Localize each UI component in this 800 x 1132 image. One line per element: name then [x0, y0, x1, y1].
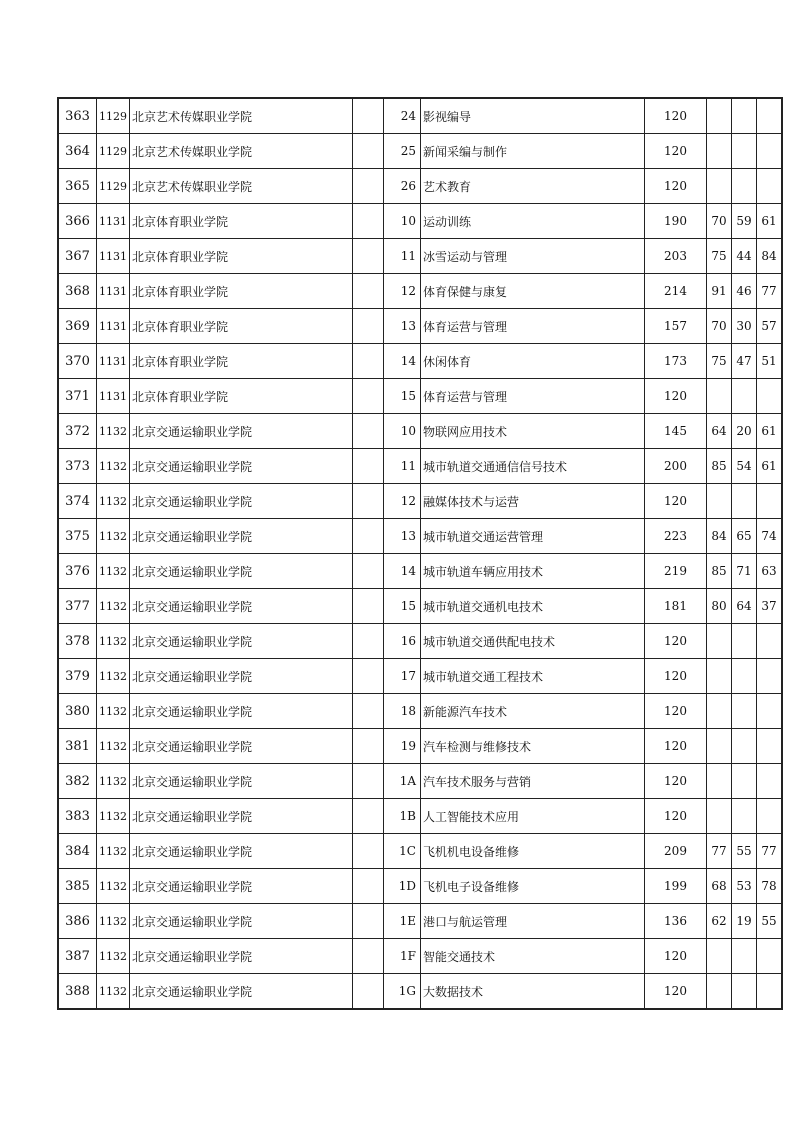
table-row [58, 764, 782, 799]
major-code-cell: 1B [384, 799, 421, 834]
score-3-cell [757, 974, 783, 1010]
score-1-cell: 85 [707, 554, 732, 589]
table-row [58, 449, 782, 484]
major-code-cell: 17 [384, 659, 421, 694]
major-code-cell: 1G [384, 974, 421, 1010]
spacer-cell [353, 169, 384, 204]
spacer-cell [353, 624, 384, 659]
row-number-cell: 366 [58, 204, 97, 239]
row-number-cell: 384 [58, 834, 97, 869]
school-name-cell: 北京艺术传媒职业学院 [130, 134, 353, 169]
school-code-cell: 1132 [97, 659, 130, 694]
score-3-cell: 77 [757, 834, 783, 869]
total-score-cell: 173 [645, 344, 707, 379]
school-name-cell: 北京交通运输职业学院 [130, 904, 353, 939]
major-name-cell: 新能源汽车技术 [421, 694, 645, 729]
school-code-cell: 1132 [97, 449, 130, 484]
table-row [58, 869, 782, 904]
row-number-cell: 373 [58, 449, 97, 484]
major-code-cell: 1C [384, 834, 421, 869]
total-score-cell: 219 [645, 554, 707, 589]
table-row [58, 939, 782, 974]
score-1-cell [707, 694, 732, 729]
row-number-cell: 376 [58, 554, 97, 589]
score-3-cell [757, 98, 783, 134]
table-row [58, 904, 782, 939]
major-code-cell: 13 [384, 309, 421, 344]
score-2-cell: 55 [732, 834, 757, 869]
score-2-cell [732, 134, 757, 169]
score-3-cell: 84 [757, 239, 783, 274]
school-code-cell: 1132 [97, 484, 130, 519]
row-number-cell: 380 [58, 694, 97, 729]
score-3-cell: 61 [757, 449, 783, 484]
total-score-cell: 157 [645, 309, 707, 344]
score-1-cell: 64 [707, 414, 732, 449]
score-2-cell: 71 [732, 554, 757, 589]
major-name-cell: 体育保健与康复 [421, 274, 645, 309]
score-1-cell [707, 974, 732, 1010]
school-code-cell: 1131 [97, 379, 130, 414]
school-name-cell: 北京体育职业学院 [130, 239, 353, 274]
table-row [58, 204, 782, 239]
spacer-cell [353, 589, 384, 624]
table-row [58, 834, 782, 869]
major-name-cell: 冰雪运动与管理 [421, 239, 645, 274]
major-code-cell: 14 [384, 344, 421, 379]
row-number-cell: 375 [58, 519, 97, 554]
school-name-cell: 北京交通运输职业学院 [130, 764, 353, 799]
total-score-cell: 120 [645, 379, 707, 414]
school-code-cell: 1131 [97, 309, 130, 344]
total-score-cell: 199 [645, 869, 707, 904]
score-1-cell: 85 [707, 449, 732, 484]
score-1-cell [707, 764, 732, 799]
major-code-cell: 1F [384, 939, 421, 974]
score-3-cell [757, 134, 783, 169]
score-1-cell: 80 [707, 589, 732, 624]
school-name-cell: 北京交通运输职业学院 [130, 869, 353, 904]
score-2-cell [732, 169, 757, 204]
score-2-cell: 20 [732, 414, 757, 449]
total-score-cell: 120 [645, 98, 707, 134]
table-row [58, 729, 782, 764]
total-score-cell: 203 [645, 239, 707, 274]
spacer-cell [353, 484, 384, 519]
row-number-cell: 374 [58, 484, 97, 519]
total-score-cell: 120 [645, 939, 707, 974]
major-name-cell: 城市轨道交通工程技术 [421, 659, 645, 694]
school-code-cell: 1132 [97, 904, 130, 939]
score-2-cell [732, 484, 757, 519]
major-name-cell: 体育运营与管理 [421, 379, 645, 414]
row-number-cell: 385 [58, 869, 97, 904]
major-code-cell: 1D [384, 869, 421, 904]
total-score-cell: 136 [645, 904, 707, 939]
major-name-cell: 汽车检测与维修技术 [421, 729, 645, 764]
spacer-cell [353, 869, 384, 904]
row-number-cell: 369 [58, 309, 97, 344]
spacer-cell [353, 449, 384, 484]
total-score-cell: 120 [645, 799, 707, 834]
total-score-cell: 190 [645, 204, 707, 239]
spacer-cell [353, 974, 384, 1010]
school-name-cell: 北京交通运输职业学院 [130, 484, 353, 519]
total-score-cell: 120 [645, 169, 707, 204]
spacer-cell [353, 204, 384, 239]
major-code-cell: 1E [384, 904, 421, 939]
score-2-cell [732, 659, 757, 694]
school-code-cell: 1132 [97, 694, 130, 729]
score-3-cell: 63 [757, 554, 783, 589]
score-1-cell [707, 134, 732, 169]
table-row [58, 134, 782, 169]
row-number-cell: 388 [58, 974, 97, 1010]
score-2-cell: 47 [732, 344, 757, 379]
score-3-cell [757, 624, 783, 659]
spacer-cell [353, 694, 384, 729]
total-score-cell: 120 [645, 624, 707, 659]
score-2-cell [732, 974, 757, 1010]
score-3-cell [757, 659, 783, 694]
major-name-cell: 城市轨道交通供配电技术 [421, 624, 645, 659]
row-number-cell: 367 [58, 239, 97, 274]
major-name-cell: 城市轨道交通运营管理 [421, 519, 645, 554]
school-code-cell: 1132 [97, 799, 130, 834]
total-score-cell: 145 [645, 414, 707, 449]
spacer-cell [353, 239, 384, 274]
score-2-cell [732, 98, 757, 134]
major-code-cell: 19 [384, 729, 421, 764]
score-2-cell [732, 694, 757, 729]
spacer-cell [353, 554, 384, 589]
row-number-cell: 378 [58, 624, 97, 659]
score-3-cell [757, 799, 783, 834]
score-1-cell [707, 939, 732, 974]
score-1-cell [707, 98, 732, 134]
school-name-cell: 北京交通运输职业学院 [130, 974, 353, 1010]
major-code-cell: 10 [384, 414, 421, 449]
school-name-cell: 北京艺术传媒职业学院 [130, 169, 353, 204]
row-number-cell: 365 [58, 169, 97, 204]
major-code-cell: 12 [384, 274, 421, 309]
major-code-cell: 12 [384, 484, 421, 519]
score-1-cell: 75 [707, 239, 732, 274]
school-name-cell: 北京体育职业学院 [130, 379, 353, 414]
table-row [58, 589, 782, 624]
table-body [58, 98, 782, 1009]
score-3-cell [757, 379, 783, 414]
school-code-cell: 1132 [97, 554, 130, 589]
major-name-cell: 港口与航运管理 [421, 904, 645, 939]
score-2-cell: 44 [732, 239, 757, 274]
spacer-cell [353, 904, 384, 939]
score-1-cell: 70 [707, 204, 732, 239]
score-3-cell [757, 729, 783, 764]
score-3-cell: 78 [757, 869, 783, 904]
score-3-cell: 61 [757, 204, 783, 239]
score-1-cell: 91 [707, 274, 732, 309]
score-3-cell [757, 484, 783, 519]
school-name-cell: 北京交通运输职业学院 [130, 624, 353, 659]
major-name-cell: 城市轨道交通通信信号技术 [421, 449, 645, 484]
total-score-cell: 214 [645, 274, 707, 309]
spacer-cell [353, 939, 384, 974]
major-code-cell: 11 [384, 449, 421, 484]
score-2-cell: 46 [732, 274, 757, 309]
score-1-cell: 75 [707, 344, 732, 379]
score-1-cell [707, 729, 732, 764]
admission-score-table [57, 97, 783, 1010]
major-code-cell: 16 [384, 624, 421, 659]
row-number-cell: 368 [58, 274, 97, 309]
table-row [58, 98, 782, 134]
spacer-cell [353, 799, 384, 834]
school-code-cell: 1131 [97, 204, 130, 239]
school-name-cell: 北京交通运输职业学院 [130, 729, 353, 764]
score-2-cell: 30 [732, 309, 757, 344]
major-name-cell: 大数据技术 [421, 974, 645, 1010]
school-name-cell: 北京交通运输职业学院 [130, 939, 353, 974]
major-code-cell: 26 [384, 169, 421, 204]
school-name-cell: 北京交通运输职业学院 [130, 519, 353, 554]
score-1-cell: 70 [707, 309, 732, 344]
major-name-cell: 物联网应用技术 [421, 414, 645, 449]
school-name-cell: 北京交通运输职业学院 [130, 799, 353, 834]
row-number-cell: 377 [58, 589, 97, 624]
table-row [58, 379, 782, 414]
score-1-cell [707, 799, 732, 834]
major-name-cell: 人工智能技术应用 [421, 799, 645, 834]
total-score-cell: 120 [645, 484, 707, 519]
score-2-cell [732, 764, 757, 799]
table-row [58, 309, 782, 344]
score-2-cell [732, 799, 757, 834]
school-name-cell: 北京交通运输职业学院 [130, 834, 353, 869]
school-code-cell: 1132 [97, 414, 130, 449]
major-name-cell: 飞机机电设备维修 [421, 834, 645, 869]
score-3-cell: 61 [757, 414, 783, 449]
major-code-cell: 1A [384, 764, 421, 799]
spacer-cell [353, 134, 384, 169]
total-score-cell: 120 [645, 974, 707, 1010]
major-name-cell: 智能交通技术 [421, 939, 645, 974]
school-code-cell: 1131 [97, 239, 130, 274]
school-code-cell: 1132 [97, 974, 130, 1010]
score-2-cell [732, 624, 757, 659]
spacer-cell [353, 414, 384, 449]
major-code-cell: 25 [384, 134, 421, 169]
score-1-cell [707, 484, 732, 519]
school-code-cell: 1131 [97, 274, 130, 309]
score-1-cell [707, 379, 732, 414]
score-2-cell [732, 729, 757, 764]
table-row [58, 484, 782, 519]
school-name-cell: 北京体育职业学院 [130, 309, 353, 344]
spacer-cell [353, 659, 384, 694]
school-code-cell: 1129 [97, 98, 130, 134]
major-code-cell: 18 [384, 694, 421, 729]
major-code-cell: 24 [384, 98, 421, 134]
school-code-cell: 1131 [97, 344, 130, 379]
major-name-cell: 汽车技术服务与营销 [421, 764, 645, 799]
score-3-cell [757, 764, 783, 799]
score-1-cell: 77 [707, 834, 732, 869]
table-row [58, 554, 782, 589]
score-2-cell: 53 [732, 869, 757, 904]
school-code-cell: 1132 [97, 729, 130, 764]
total-score-cell: 120 [645, 134, 707, 169]
table-row [58, 624, 782, 659]
major-code-cell: 11 [384, 239, 421, 274]
major-name-cell: 融媒体技术与运营 [421, 484, 645, 519]
school-code-cell: 1132 [97, 764, 130, 799]
school-code-cell: 1132 [97, 869, 130, 904]
major-name-cell: 休闲体育 [421, 344, 645, 379]
total-score-cell: 223 [645, 519, 707, 554]
school-code-cell: 1132 [97, 624, 130, 659]
table-row [58, 344, 782, 379]
table-row [58, 974, 782, 1010]
major-code-cell: 10 [384, 204, 421, 239]
table-row [58, 659, 782, 694]
major-name-cell: 城市轨道交通机电技术 [421, 589, 645, 624]
row-number-cell: 371 [58, 379, 97, 414]
score-3-cell [757, 169, 783, 204]
row-number-cell: 386 [58, 904, 97, 939]
score-1-cell [707, 659, 732, 694]
major-name-cell: 飞机电子设备维修 [421, 869, 645, 904]
score-2-cell: 19 [732, 904, 757, 939]
major-code-cell: 15 [384, 589, 421, 624]
score-1-cell: 68 [707, 869, 732, 904]
school-name-cell: 北京体育职业学院 [130, 344, 353, 379]
row-number-cell: 363 [58, 98, 97, 134]
major-code-cell: 15 [384, 379, 421, 414]
school-name-cell: 北京交通运输职业学院 [130, 554, 353, 589]
row-number-cell: 387 [58, 939, 97, 974]
spacer-cell [353, 379, 384, 414]
row-number-cell: 383 [58, 799, 97, 834]
school-name-cell: 北京交通运输职业学院 [130, 449, 353, 484]
spacer-cell [353, 98, 384, 134]
score-2-cell: 59 [732, 204, 757, 239]
total-score-cell: 120 [645, 764, 707, 799]
score-2-cell: 65 [732, 519, 757, 554]
row-number-cell: 382 [58, 764, 97, 799]
major-name-cell: 城市轨道车辆应用技术 [421, 554, 645, 589]
total-score-cell: 200 [645, 449, 707, 484]
score-3-cell [757, 939, 783, 974]
score-3-cell: 77 [757, 274, 783, 309]
row-number-cell: 370 [58, 344, 97, 379]
score-3-cell: 57 [757, 309, 783, 344]
score-3-cell: 55 [757, 904, 783, 939]
score-1-cell: 62 [707, 904, 732, 939]
row-number-cell: 372 [58, 414, 97, 449]
school-name-cell: 北京艺术传媒职业学院 [130, 98, 353, 134]
table-row [58, 414, 782, 449]
score-3-cell [757, 694, 783, 729]
score-2-cell: 64 [732, 589, 757, 624]
table-row [58, 274, 782, 309]
school-code-cell: 1132 [97, 834, 130, 869]
score-2-cell [732, 379, 757, 414]
school-name-cell: 北京交通运输职业学院 [130, 694, 353, 729]
spacer-cell [353, 764, 384, 799]
row-number-cell: 364 [58, 134, 97, 169]
major-name-cell: 运动训练 [421, 204, 645, 239]
school-code-cell: 1129 [97, 134, 130, 169]
spacer-cell [353, 834, 384, 869]
major-code-cell: 14 [384, 554, 421, 589]
school-name-cell: 北京交通运输职业学院 [130, 659, 353, 694]
school-name-cell: 北京体育职业学院 [130, 204, 353, 239]
school-code-cell: 1132 [97, 939, 130, 974]
school-code-cell: 1129 [97, 169, 130, 204]
school-name-cell: 北京交通运输职业学院 [130, 414, 353, 449]
major-name-cell: 体育运营与管理 [421, 309, 645, 344]
score-2-cell: 54 [732, 449, 757, 484]
spacer-cell [353, 309, 384, 344]
table-row [58, 169, 782, 204]
score-3-cell: 51 [757, 344, 783, 379]
table-row [58, 799, 782, 834]
spacer-cell [353, 519, 384, 554]
school-code-cell: 1132 [97, 589, 130, 624]
score-1-cell [707, 169, 732, 204]
school-code-cell: 1132 [97, 519, 130, 554]
spacer-cell [353, 274, 384, 309]
spacer-cell [353, 729, 384, 764]
total-score-cell: 120 [645, 659, 707, 694]
table-row [58, 694, 782, 729]
total-score-cell: 120 [645, 729, 707, 764]
total-score-cell: 209 [645, 834, 707, 869]
major-name-cell: 新闻采编与制作 [421, 134, 645, 169]
major-name-cell: 影视编导 [421, 98, 645, 134]
score-3-cell: 37 [757, 589, 783, 624]
spacer-cell [353, 344, 384, 379]
major-name-cell: 艺术教育 [421, 169, 645, 204]
row-number-cell: 379 [58, 659, 97, 694]
score-1-cell [707, 624, 732, 659]
total-score-cell: 181 [645, 589, 707, 624]
total-score-cell: 120 [645, 694, 707, 729]
score-2-cell [732, 939, 757, 974]
table-row [58, 519, 782, 554]
score-1-cell: 84 [707, 519, 732, 554]
major-code-cell: 13 [384, 519, 421, 554]
row-number-cell: 381 [58, 729, 97, 764]
score-3-cell: 74 [757, 519, 783, 554]
table-row [58, 239, 782, 274]
school-name-cell: 北京交通运输职业学院 [130, 589, 353, 624]
school-name-cell: 北京体育职业学院 [130, 274, 353, 309]
